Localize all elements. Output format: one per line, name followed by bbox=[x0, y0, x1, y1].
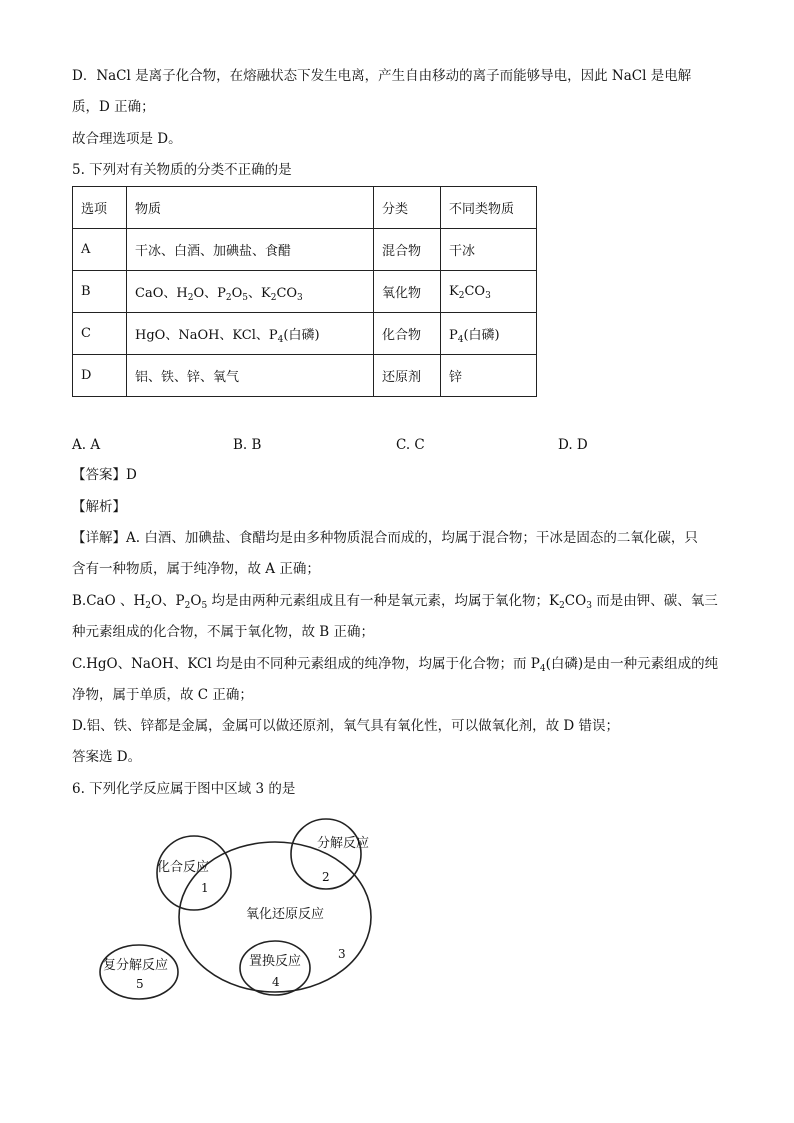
substitution-label: 置换反应 bbox=[249, 954, 302, 969]
detail-line-4: 种元素组成的化合物，不属于氧化物，故 B 正确； bbox=[72, 624, 375, 640]
row-c-category: 化合物 bbox=[374, 313, 441, 355]
detail-line-7: D.铝、铁、锌都是金属，金属可以做还原剂，氧气具有氧化性，可以做氧化剂，故 D 错误； bbox=[72, 718, 620, 734]
row-b-option: B bbox=[73, 271, 127, 313]
row-d-option: D bbox=[73, 355, 127, 397]
table-header-row bbox=[73, 187, 537, 229]
q5-stem: 5. 下列对有关物质的分类不正确的是 bbox=[72, 162, 292, 178]
prev-option-d-line1: D．NaCl 是离子化合物，在熔融状态下发生电离，产生自由移动的离子而能够导电，因此 NaCl 是电解 bbox=[72, 68, 692, 84]
detail-line-8: 答案选 D。 bbox=[72, 749, 142, 765]
header-odd-one: 不同类物质 bbox=[441, 187, 537, 229]
header-substance: 物质 bbox=[127, 187, 374, 229]
decomposition-label: 分解反应 bbox=[317, 836, 370, 851]
double-decomposition-label: 复分解反应 bbox=[103, 958, 169, 973]
redox-label: 氧化还原反应 bbox=[246, 907, 325, 922]
row-b-category: 氧化物 bbox=[374, 271, 441, 313]
combination-label: 化合反应 bbox=[157, 860, 210, 875]
classification-table bbox=[72, 186, 537, 397]
region-1-number: 1 bbox=[201, 881, 209, 895]
detail-line-5: C.HgO、NaOH、KCl 均是由不同种元素组成的纯净物，均属于化合物；而 $P_4$(白磷)是由一种元素组成的纯 bbox=[72, 656, 719, 674]
detail-line-1: 【详解】A. 白酒、加碘盐、食醋均是由多种物质混合而成的，均属于混合物；干冰是固态的二氧化碳，只 bbox=[72, 530, 698, 546]
header-option: 选项 bbox=[73, 187, 127, 229]
table-row bbox=[73, 313, 537, 355]
choice-c: C. C bbox=[396, 437, 425, 453]
table-row bbox=[73, 355, 537, 397]
prev-option-d-line2: 质，D 正确； bbox=[72, 99, 155, 115]
region-5-number: 5 bbox=[136, 977, 144, 991]
region-4-number: 4 bbox=[272, 975, 280, 989]
row-a-substances: 干冰、白酒、加碘盐、食醋 bbox=[127, 229, 374, 271]
detail-line-6: 净物，属于单质，故 C 正确； bbox=[72, 687, 253, 703]
row-c-substances: HgO、NaOH、KCl、$P_4$(白磷) bbox=[127, 313, 374, 355]
row-d-odd: 锌 bbox=[441, 355, 537, 397]
row-d-substances: 铝、铁、锌、氧气 bbox=[127, 355, 374, 397]
table-row bbox=[73, 271, 537, 313]
row-b-odd: $K_2CO_3$ bbox=[441, 271, 537, 313]
row-a-odd: 干冰 bbox=[441, 229, 537, 271]
q6-stem: 6. 下列化学反应属于图中区域 3 的是 bbox=[72, 781, 296, 797]
row-c-odd: $P_4$(白磷) bbox=[441, 313, 537, 355]
region-3-number: 3 bbox=[338, 947, 346, 961]
choice-a: A. A bbox=[72, 437, 101, 453]
answer-label: 【答案】D bbox=[72, 467, 137, 483]
region-2-number: 2 bbox=[322, 870, 330, 884]
reaction-venn-diagram bbox=[95, 812, 395, 1002]
prev-conclusion: 故合理选项是 D。 bbox=[72, 131, 182, 147]
row-c-option: C bbox=[73, 313, 127, 355]
row-d-category: 还原剂 bbox=[374, 355, 441, 397]
table-row bbox=[73, 229, 537, 271]
header-category: 分类 bbox=[374, 187, 441, 229]
row-a-option: A bbox=[73, 229, 127, 271]
detail-line-3: B.CaO 、$H_2O$、$P_2O_5$ 均是由两种元素组成且有一种是氧元素，均属于氧化物；$K_2CO_3$ 而是由钾、碳、氧三 bbox=[72, 593, 718, 611]
detail-line-2: 含有一种物质，属于纯净物，故 A 正确； bbox=[72, 561, 320, 577]
row-a-category: 混合物 bbox=[374, 229, 441, 271]
choice-d: D. D bbox=[558, 437, 588, 453]
row-b-substances: CaO、$H_2O$、$P_2O_5$、$K_2CO_3$ bbox=[127, 271, 374, 313]
choice-b: B. B bbox=[233, 437, 262, 453]
analysis-label: 【解析】 bbox=[72, 499, 126, 515]
